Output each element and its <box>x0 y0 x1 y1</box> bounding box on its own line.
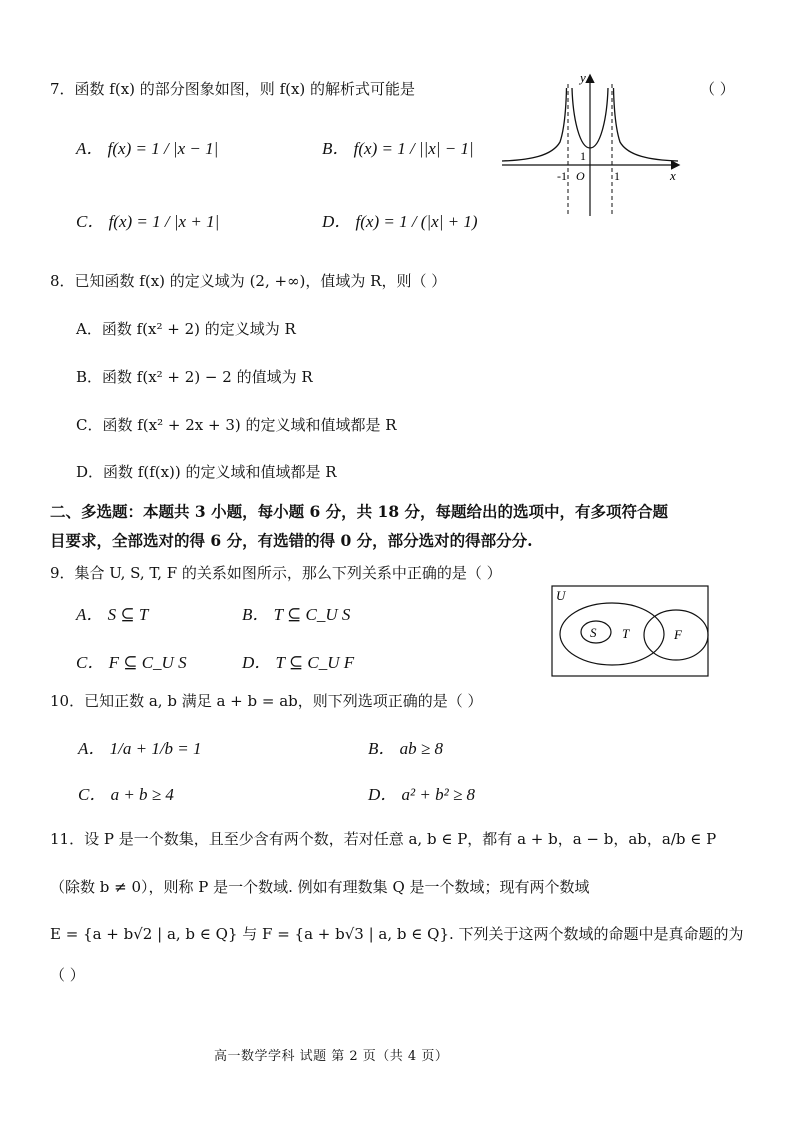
q10-option-b: B． ab ≥ 8 <box>368 739 443 758</box>
q9-option-b: B． T ⊆ C_U S <box>242 605 351 624</box>
q7-option-c: C． f(x) = 1 / |x + 1| <box>76 212 220 231</box>
q9-option-c: C． F ⊆ C_U S <box>76 653 187 672</box>
q11-line3: E = {a + b√2 | a, b ∈ Q} 与 F = {a + b√3 | a, b ∈ Q}. 下列关于这两个数域的命题中是真命题的为 <box>50 925 744 943</box>
q7-option-d: D． f(x) = 1 / (|x| + 1) <box>322 212 478 231</box>
q11-line2: （除数 b ≠ 0），则称 P 是一个数域. 例如有理数集 Q 是一个数域；现有两个数域 <box>50 878 590 896</box>
y-tick-1: 1 <box>580 149 586 163</box>
q9-venn-diagram <box>550 584 710 678</box>
q8-option-b: B．函数 f(x² + 2) − 2 的值域为 R <box>76 368 313 386</box>
q7-answer-bracket: （ ） <box>700 80 735 98</box>
venn-label-f: F <box>674 627 682 642</box>
curve-right-branch <box>614 88 679 161</box>
curve-left-branch <box>502 88 567 161</box>
section2-heading-line2: 目要求，全部选对的得 6 分，有选错的得 0 分，部分选对的得部分分. <box>50 531 533 550</box>
venn-label-s: S <box>590 625 597 640</box>
q8-option-d: D．函数 f(f(x)) 的定义域和值域都是 R <box>76 463 337 481</box>
x-tick-pos1: 1 <box>614 169 620 183</box>
section2-heading-line1: 二、多选题：本题共 3 小题，每小题 6 分，共 18 分，每题给出的选项中，有多项符合题 <box>50 502 669 521</box>
venn-universe-box <box>552 586 708 676</box>
x-axis-label: x <box>670 168 676 183</box>
q7-option-b: B． f(x) = 1 / ||x| − 1| <box>322 139 474 158</box>
x-tick-neg1: -1 <box>557 169 567 183</box>
q10-stem: 10．已知正数 a, b 满足 a + b = ab，则下列选项正确的是（ ） <box>50 692 483 710</box>
venn-set-t <box>560 603 664 665</box>
q10-option-d: D． a² + b² ≥ 8 <box>368 785 476 804</box>
q7-option-a: A． f(x) = 1 / |x − 1| <box>76 139 219 158</box>
q9-option-d: D． T ⊆ C_U F <box>242 653 355 672</box>
venn-label-u: U <box>556 588 566 603</box>
page-footer: 高一数学学科 试题 第 2 页（共 4 页） <box>214 1049 449 1064</box>
q10-option-c: C． a + b ≥ 4 <box>78 785 174 804</box>
q9-stem: 9．集合 U, S, T, F 的关系如图所示，那么下列关系中正确的是（ ） <box>50 564 502 582</box>
y-axis-label: y <box>580 70 586 85</box>
q8-option-a: A．函数 f(x² + 2) 的定义域为 R <box>76 320 296 338</box>
venn-label-t: T <box>622 626 630 641</box>
q9-option-a: A． S ⊆ T <box>76 605 149 624</box>
q8-option-c: C．函数 f(x² + 2x + 3) 的定义域和值域都是 R <box>76 416 397 434</box>
origin-label: O <box>576 169 585 183</box>
q10-option-a: A． 1/a + 1/b = 1 <box>78 739 202 758</box>
q7-function-graph <box>500 70 690 220</box>
q8-stem: 8．已知函数 f(x) 的定义域为 (2, +∞)，值域为 R，则（ ） <box>50 272 447 290</box>
q11-line1: 11．设 P 是一个数集，且至少含有两个数，若对任意 a, b ∈ P，都有 a + b，a − b，ab，a/b ∈ P <box>50 830 717 848</box>
q7-stem: 7．函数 f(x) 的部分图象如图，则 f(x) 的解析式可能是 <box>50 80 416 98</box>
q11-answer-bracket: （ ） <box>50 966 85 984</box>
